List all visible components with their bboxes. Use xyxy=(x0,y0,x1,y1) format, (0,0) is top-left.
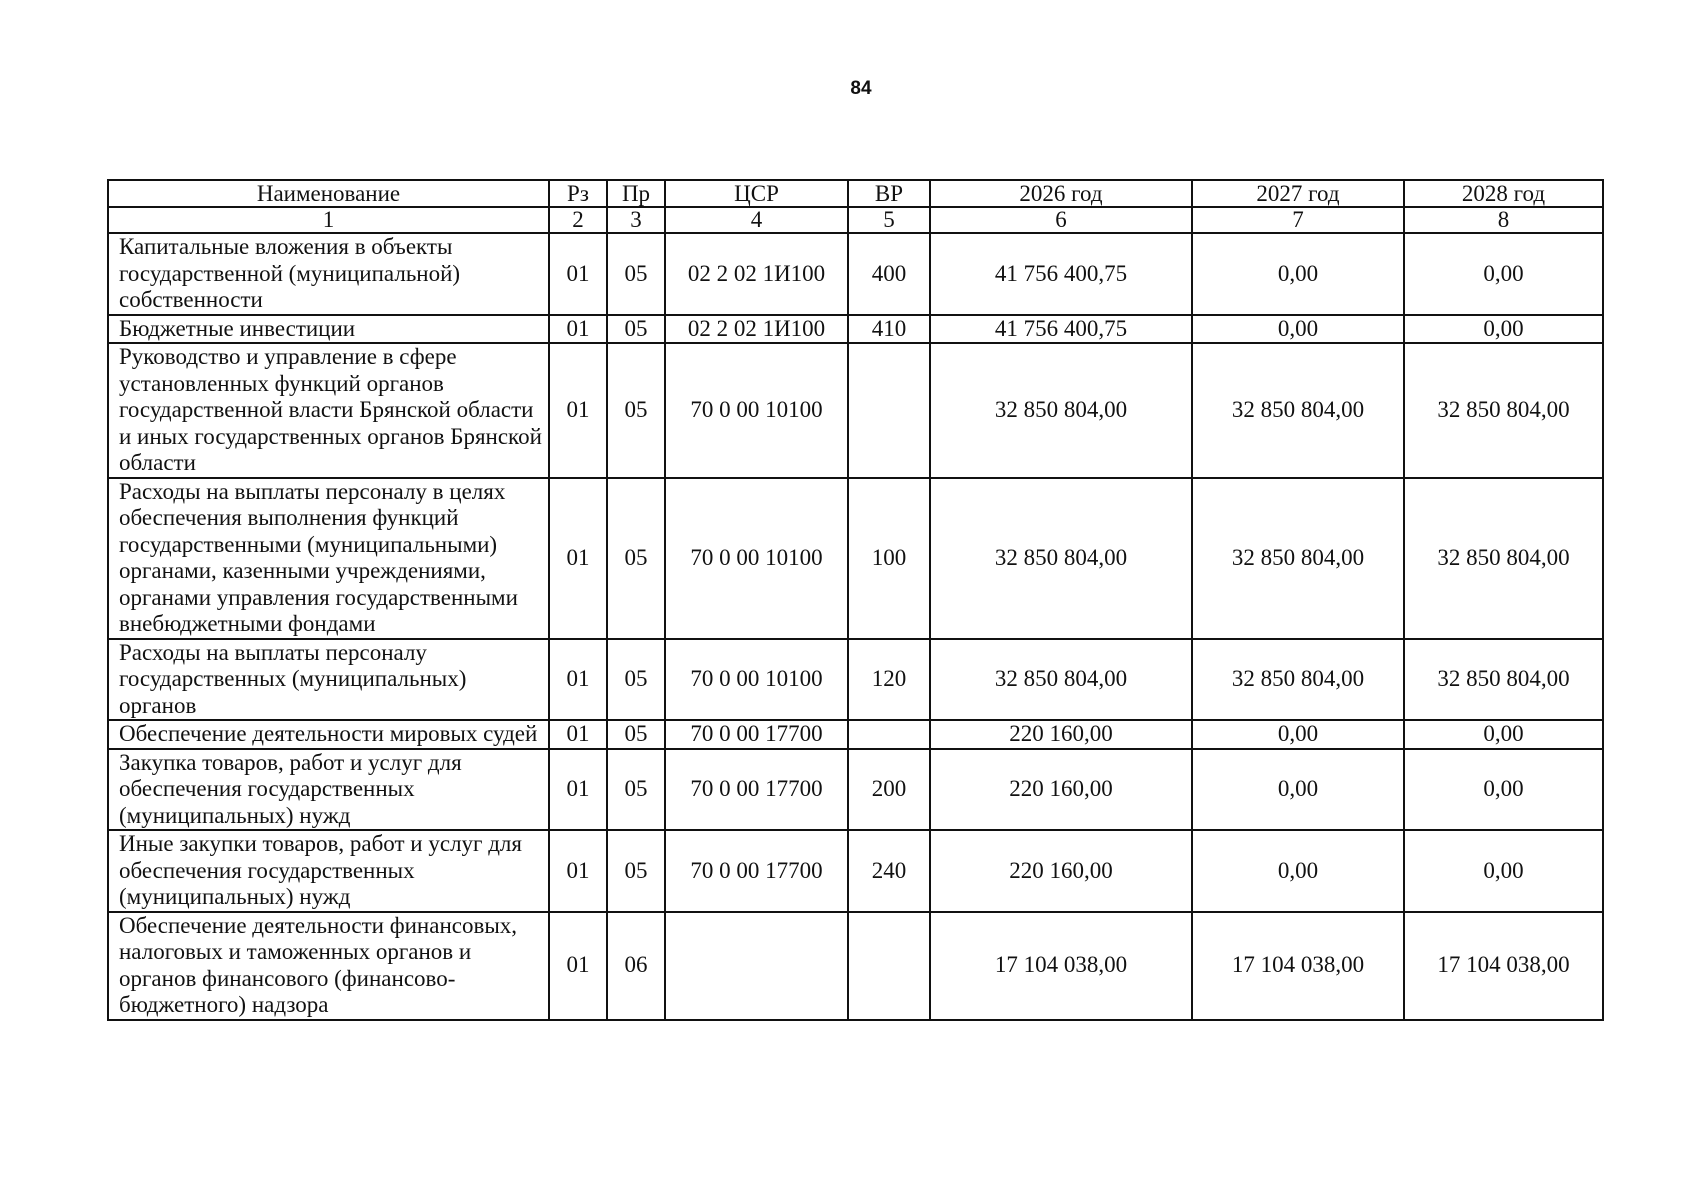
row-csr xyxy=(665,912,848,1020)
row-rz: 01 xyxy=(549,315,607,344)
row-vr: 400 xyxy=(848,233,930,315)
table-body xyxy=(108,233,1603,1020)
table-row xyxy=(108,720,1603,749)
row-rz: 01 xyxy=(549,830,607,912)
row-amount-2026: 32 850 804,00 xyxy=(930,478,1192,639)
row-rz: 01 xyxy=(549,233,607,315)
column-number: 3 xyxy=(607,207,665,233)
row-vr: 120 xyxy=(848,639,930,721)
column-header-2028: 2028 год xyxy=(1404,180,1603,207)
row-pr: 05 xyxy=(607,830,665,912)
column-number: 2 xyxy=(549,207,607,233)
row-amount-2027: 0,00 xyxy=(1192,830,1404,912)
row-csr: 70 0 00 17700 xyxy=(665,830,848,912)
column-number: 4 xyxy=(665,207,848,233)
row-csr: 70 0 00 17700 xyxy=(665,720,848,749)
row-name: Обеспечение деятельности финансовых, налоговых и таможенных органов и органов финансового (финансово-бюджетного) надзора xyxy=(108,912,549,1020)
row-name: Руководство и управление в сфере установленных функций органов государственной власти Брянской области и иных государственных органов Брянской области xyxy=(108,343,549,478)
row-amount-2028: 32 850 804,00 xyxy=(1404,478,1603,639)
table-row xyxy=(108,343,1603,478)
column-number: 7 xyxy=(1192,207,1404,233)
column-number: 8 xyxy=(1404,207,1603,233)
column-header-name: Наименование xyxy=(108,180,549,207)
row-rz: 01 xyxy=(549,478,607,639)
row-pr: 05 xyxy=(607,315,665,344)
row-rz: 01 xyxy=(549,749,607,831)
table-row xyxy=(108,639,1603,721)
table-row xyxy=(108,315,1603,344)
row-amount-2027: 32 850 804,00 xyxy=(1192,639,1404,721)
row-amount-2028: 17 104 038,00 xyxy=(1404,912,1603,1020)
row-amount-2026: 41 756 400,75 xyxy=(930,315,1192,344)
row-amount-2027: 0,00 xyxy=(1192,749,1404,831)
row-rz: 01 xyxy=(549,343,607,478)
column-number: 6 xyxy=(930,207,1192,233)
row-name: Расходы на выплаты персоналу государственных (муниципальных) органов xyxy=(108,639,549,721)
row-pr: 05 xyxy=(607,233,665,315)
table-row xyxy=(108,478,1603,639)
row-rz: 01 xyxy=(549,912,607,1020)
table-row xyxy=(108,749,1603,831)
row-name: Обеспечение деятельности мировых судей xyxy=(108,720,549,749)
row-amount-2027: 0,00 xyxy=(1192,720,1404,749)
row-amount-2027: 32 850 804,00 xyxy=(1192,343,1404,478)
row-amount-2026: 17 104 038,00 xyxy=(930,912,1192,1020)
column-header-2027: 2027 год xyxy=(1192,180,1404,207)
table-row xyxy=(108,233,1603,315)
table-row xyxy=(108,912,1603,1020)
row-vr xyxy=(848,343,930,478)
row-rz: 01 xyxy=(549,639,607,721)
column-header-rz: Рз xyxy=(549,180,607,207)
column-number: 5 xyxy=(848,207,930,233)
row-pr: 05 xyxy=(607,639,665,721)
row-pr: 05 xyxy=(607,720,665,749)
row-csr: 02 2 02 1И100 xyxy=(665,233,848,315)
row-amount-2026: 220 160,00 xyxy=(930,720,1192,749)
row-amount-2028: 32 850 804,00 xyxy=(1404,343,1603,478)
column-header-csr: ЦСР xyxy=(665,180,848,207)
row-name: Бюджетные инвестиции xyxy=(108,315,549,344)
column-header-pr: Пр xyxy=(607,180,665,207)
row-amount-2028: 0,00 xyxy=(1404,233,1603,315)
row-amount-2028: 0,00 xyxy=(1404,830,1603,912)
row-pr: 05 xyxy=(607,343,665,478)
row-amount-2026: 220 160,00 xyxy=(930,830,1192,912)
column-number-row xyxy=(108,207,1603,233)
row-amount-2026: 32 850 804,00 xyxy=(930,343,1192,478)
page-number: 84 xyxy=(850,78,872,99)
row-csr: 70 0 00 17700 xyxy=(665,749,848,831)
row-amount-2028: 0,00 xyxy=(1404,315,1603,344)
row-csr: 70 0 00 10100 xyxy=(665,639,848,721)
table-header xyxy=(108,180,1603,233)
row-name: Расходы на выплаты персоналу в целях обеспечения выполнения функций государственными (муниципальными) органами, казенными учреждениями, органами управления государственными внебюджетными фондами xyxy=(108,478,549,639)
row-name: Капитальные вложения в объекты государственной (муниципальной) собственности xyxy=(108,233,549,315)
row-csr: 02 2 02 1И100 xyxy=(665,315,848,344)
row-vr xyxy=(848,912,930,1020)
row-amount-2028: 32 850 804,00 xyxy=(1404,639,1603,721)
row-vr: 240 xyxy=(848,830,930,912)
row-amount-2027: 0,00 xyxy=(1192,233,1404,315)
row-vr: 410 xyxy=(848,315,930,344)
row-rz: 01 xyxy=(549,720,607,749)
row-amount-2028: 0,00 xyxy=(1404,720,1603,749)
table-row xyxy=(108,830,1603,912)
row-pr: 05 xyxy=(607,749,665,831)
row-amount-2028: 0,00 xyxy=(1404,749,1603,831)
row-amount-2027: 32 850 804,00 xyxy=(1192,478,1404,639)
row-pr: 05 xyxy=(607,478,665,639)
column-header-2026: 2026 год xyxy=(930,180,1192,207)
row-amount-2027: 17 104 038,00 xyxy=(1192,912,1404,1020)
row-vr: 100 xyxy=(848,478,930,639)
row-amount-2027: 0,00 xyxy=(1192,315,1404,344)
budget-table xyxy=(107,179,1604,1021)
row-amount-2026: 41 756 400,75 xyxy=(930,233,1192,315)
row-vr xyxy=(848,720,930,749)
row-vr: 200 xyxy=(848,749,930,831)
header-row xyxy=(108,180,1603,207)
row-amount-2026: 220 160,00 xyxy=(930,749,1192,831)
row-csr: 70 0 00 10100 xyxy=(665,478,848,639)
column-number: 1 xyxy=(108,207,549,233)
row-name: Иные закупки товаров, работ и услуг для обеспечения государственных (муниципальных) нужд xyxy=(108,830,549,912)
row-name: Закупка товаров, работ и услуг для обеспечения государственных (муниципальных) нужд xyxy=(108,749,549,831)
row-pr: 06 xyxy=(607,912,665,1020)
row-amount-2026: 32 850 804,00 xyxy=(930,639,1192,721)
row-csr: 70 0 00 10100 xyxy=(665,343,848,478)
column-header-vr: ВР xyxy=(848,180,930,207)
